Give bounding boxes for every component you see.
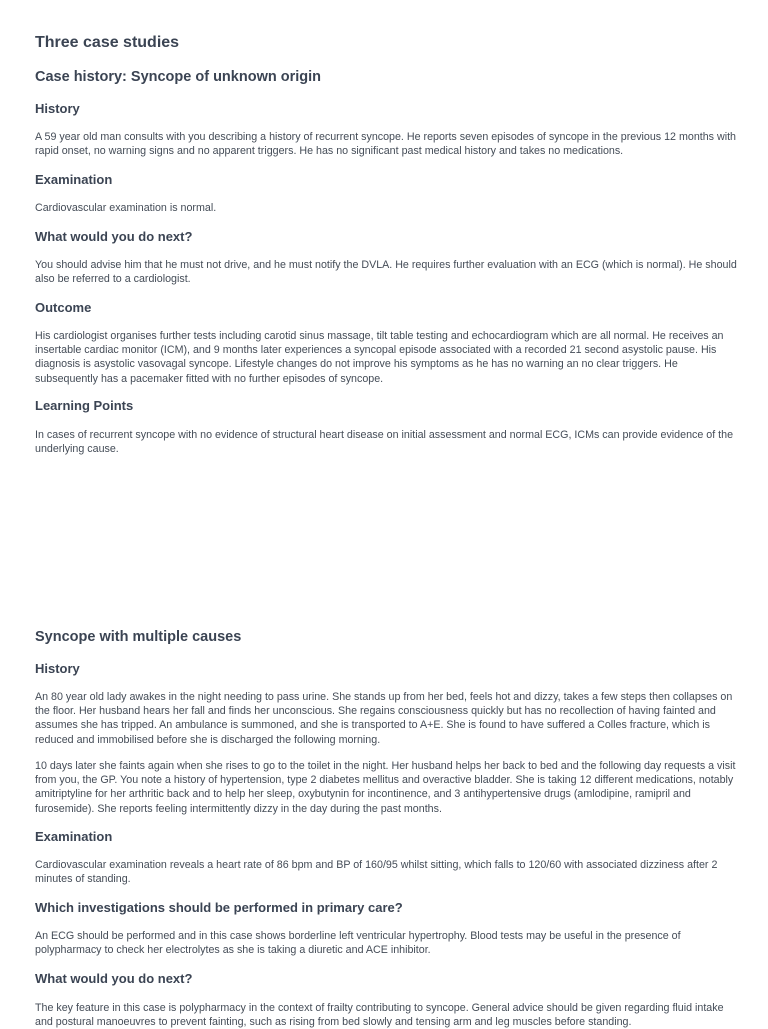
case2-next-text: The key feature in this case is polypharmacy in the context of frailty contributing to syncope. General advice should be given regarding fluid intake and postural manoeuvres to prevent fainting, such as rising from bed slowly and tensing arm and leg muscles before standing. xyxy=(35,1002,724,1029)
case2-next-heading: What would you do next? xyxy=(35,971,193,986)
case2-history-heading: History xyxy=(35,661,80,676)
case1-learning-text: In cases of recurrent syncope with no evidence of structural heart disease on initial assessment and normal ECG, ICMs can provide evidence of the underlying cause. xyxy=(35,429,734,456)
case2-examination-heading: Examination xyxy=(35,829,113,844)
case2-investigations-heading: Which investigations should be performed in primary care? xyxy=(35,900,403,915)
case2-title: Syncope with multiple causes xyxy=(35,629,242,645)
case2-history-text-2: 10 days later she faints again when she rises to go to the toilet in the night. Her husband helps her back to bed and the following day requests a visit from you, the GP. You note a history of hypertension, type 2 diabetes mellitus and overactive bladder. She is taking 12 different medications, notably amitriptyline for her arthritic back and to help her sleep, oxybutynin for incontinence, and 3 antihypertensive drugs (amlodipine, ramipril and furosemide). She reports feeling intermittently dizzy in the day during the past months. xyxy=(35,760,736,815)
case1-learning-heading: Learning Points xyxy=(35,398,134,413)
case1-title: Case history: Syncope of unknown origin xyxy=(35,69,321,85)
document-title: Three case studies xyxy=(35,34,180,51)
case1-examination-text: Cardiovascular examination is normal. xyxy=(35,202,217,214)
case2-investigations-text: An ECG should be performed and in this case shows borderline left ventricular hypertrophy. Blood tests may be useful in the presence of polypharmacy to check her electrolytes as she is taking a diuretic and ACE inhibitor. xyxy=(35,930,681,957)
case1-next-text: You should advise him that he must not drive, and he must notify the DVLA. He requires further evaluation with an ECG (which is normal). He should also be referred to a cardiologist. xyxy=(35,259,737,286)
case1-outcome-heading: Outcome xyxy=(35,300,92,315)
case2-history-text-1: An 80 year old lady awakes in the night needing to pass urine. She stands up from her bed, feels hot and dizzy, takes a few steps then collapses on the floor. Her husband hears her fall and finds her unconscious. She regains consciousness quickly but has no recollection of having fainted and assumes she has tripped. An ambulance is summoned, and she is transported to A+E. She is found to have suffered a Colles fracture, which is reduced and immobilised before she is discharged the following morning. xyxy=(35,691,733,746)
case1-history-text: A 59 year old man consults with you describing a history of recurrent syncope. He reports seven episodes of syncope in the previous 12 months with rapid onset, no warning signs and no apparent triggers. He has no significant past medical history and takes no medications. xyxy=(35,131,736,158)
case1-history-heading: History xyxy=(35,101,80,116)
case1-outcome-text: His cardiologist organises further tests including carotid sinus massage, tilt table testing and echocardiogram which are all normal. He receives an insertable cardiac monitor (ICM), and 9 months later experiences a syncopal episode associated with a recorded 21 second asystolic pause. His diagnosis is asystolic vasovagal syncope. Lifestyle changes do not improve his symptoms as he has no warning an no clear triggers. He subsequently has a pacemaker fitted with no further episodes of syncope. xyxy=(35,330,724,385)
case1-next-heading: What would you do next? xyxy=(35,229,193,244)
case2-examination-text: Cardiovascular examination reveals a heart rate of 86 bpm and BP of 160/95 whilst sitting, which falls to 120/60 with associated dizziness after 2 minutes of standing. xyxy=(35,859,718,886)
case1-examination-heading: Examination xyxy=(35,172,113,187)
